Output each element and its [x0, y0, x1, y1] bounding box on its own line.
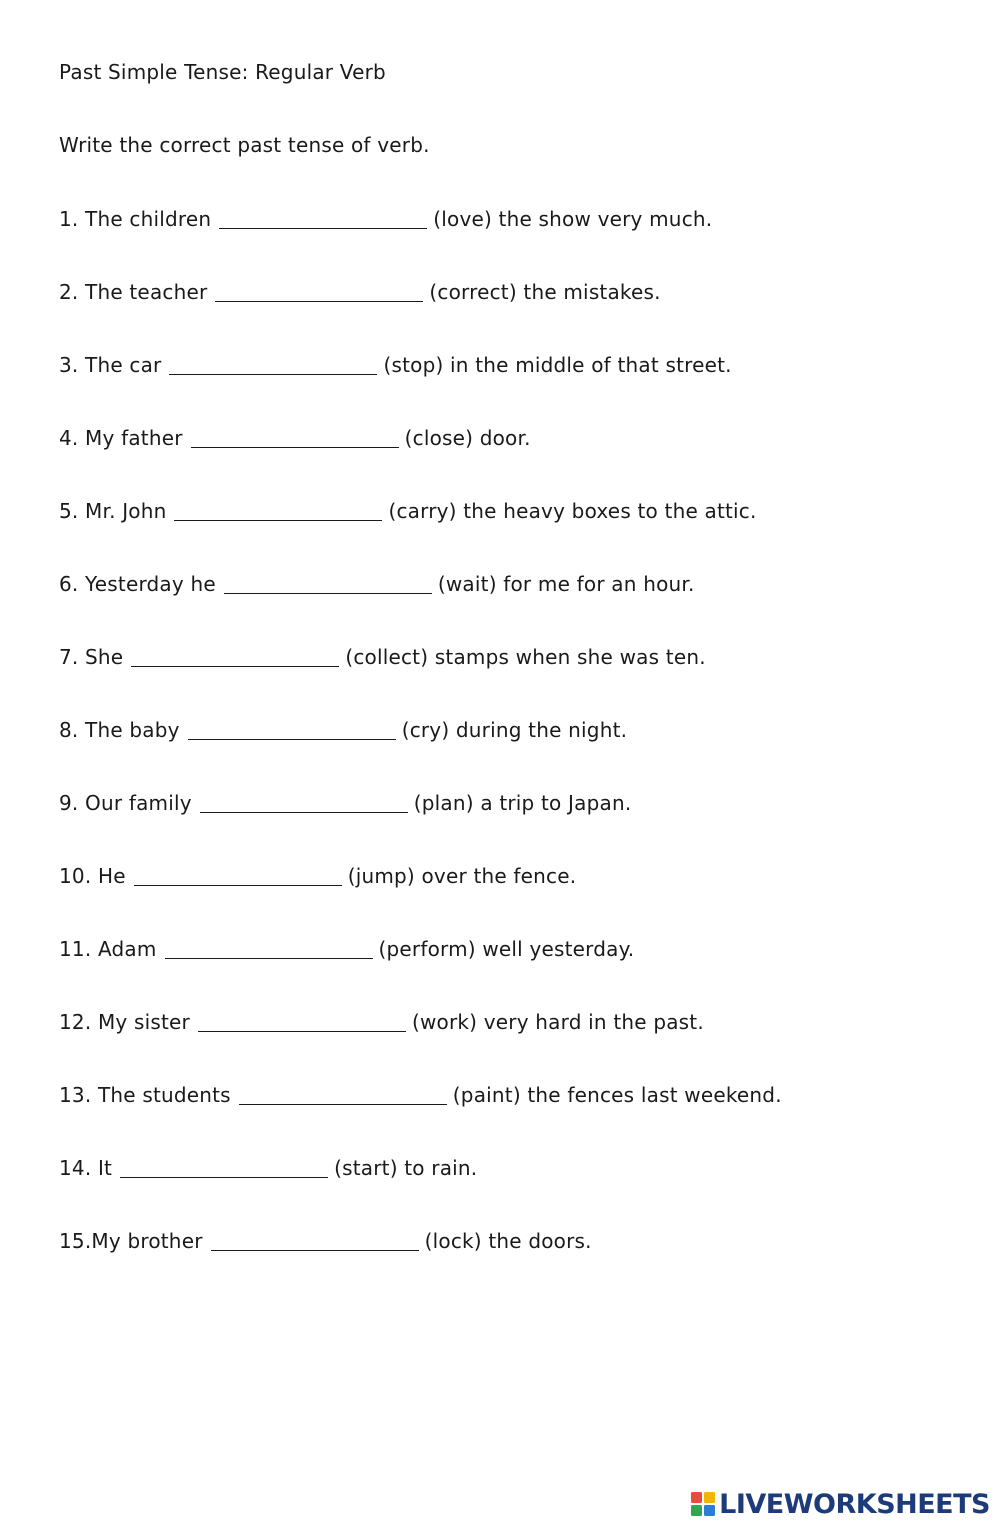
exercise-prefix: 4. My father: [59, 426, 183, 450]
exercise-prefix: 5. Mr. John: [59, 499, 167, 523]
answer-blank-1[interactable]: [219, 208, 427, 229]
answer-blank-12[interactable]: [198, 1011, 406, 1032]
exercise-item-6: [59, 571, 782, 644]
exercise-suffix: (close) door.: [404, 426, 531, 450]
exercise-item-13: [59, 1082, 782, 1155]
exercise-prefix: 7. She: [59, 645, 124, 669]
exercise-item-3: [59, 352, 782, 425]
liveworksheets-logo-icon: [690, 1491, 716, 1517]
answer-blank-2[interactable]: [215, 281, 423, 302]
exercise-suffix: (collect) stamps when she was ten.: [345, 645, 706, 669]
exercise-item-11: [59, 936, 782, 1009]
answer-blank-14[interactable]: [120, 1157, 328, 1178]
exercise-suffix: (correct) the mistakes.: [429, 280, 661, 304]
exercise-item-10: [59, 863, 782, 936]
answer-blank-4[interactable]: [191, 427, 399, 448]
answer-blank-15[interactable]: [211, 1230, 419, 1251]
exercise-suffix: (cry) during the night.: [401, 718, 628, 742]
exercise-item-15: [59, 1228, 782, 1301]
exercise-prefix: 13. The students: [59, 1083, 231, 1107]
answer-blank-10[interactable]: [134, 865, 342, 886]
answer-blank-3[interactable]: [169, 354, 377, 375]
exercise-item-5: [59, 498, 782, 571]
liveworksheets-brand[interactable]: [690, 1487, 990, 1521]
exercise-item-1: [59, 206, 782, 279]
worksheet-title: Past Simple Tense: Regular Verb: [59, 60, 386, 84]
exercise-prefix: 2. The teacher: [59, 280, 208, 304]
exercise-prefix: 14. It: [59, 1156, 113, 1180]
exercise-list: [59, 206, 782, 1301]
exercise-item-4: [59, 425, 782, 498]
exercise-suffix: (wait) for me for an hour.: [437, 572, 695, 596]
exercise-prefix: 12. My sister: [59, 1010, 190, 1034]
exercise-prefix: 1. The children: [59, 207, 212, 231]
answer-blank-13[interactable]: [239, 1084, 447, 1105]
exercise-prefix: 11. Adam: [59, 937, 157, 961]
answer-blank-7[interactable]: [131, 646, 339, 667]
brand-name: LIVEWORKSHEETS: [719, 1488, 990, 1520]
exercise-prefix: 6. Yesterday he: [59, 572, 216, 596]
exercise-suffix: (love) the show very much.: [433, 207, 713, 231]
exercise-item-2: [59, 279, 782, 352]
exercise-suffix: (perform) well yesterday.: [378, 937, 635, 961]
answer-blank-11[interactable]: [165, 938, 373, 959]
exercise-suffix: (work) very hard in the past.: [411, 1010, 704, 1034]
exercise-item-7: [59, 644, 782, 717]
answer-blank-6[interactable]: [224, 573, 432, 594]
exercise-item-8: [59, 717, 782, 790]
exercise-suffix: (start) to rain.: [334, 1156, 478, 1180]
exercise-prefix: 10. He: [59, 864, 126, 888]
exercise-item-14: [59, 1155, 782, 1228]
exercise-suffix: (lock) the doors.: [424, 1229, 592, 1253]
answer-blank-5[interactable]: [174, 500, 382, 521]
exercise-suffix: (jump) over the fence.: [347, 864, 577, 888]
answer-blank-9[interactable]: [200, 792, 408, 813]
worksheet-instruction: Write the correct past tense of verb.: [59, 133, 430, 157]
exercise-item-12: [59, 1009, 782, 1082]
exercise-suffix: (paint) the fences last weekend.: [452, 1083, 782, 1107]
exercise-prefix: 15.My brother: [59, 1229, 203, 1253]
answer-blank-8[interactable]: [188, 719, 396, 740]
exercise-suffix: (stop) in the middle of that street.: [383, 353, 732, 377]
exercise-item-9: [59, 790, 782, 863]
exercise-prefix: 3. The car: [59, 353, 162, 377]
exercise-suffix: (carry) the heavy boxes to the attic.: [388, 499, 757, 523]
exercise-prefix: 9. Our family: [59, 791, 192, 815]
exercise-suffix: (plan) a trip to Japan.: [413, 791, 632, 815]
exercise-prefix: 8. The baby: [59, 718, 180, 742]
